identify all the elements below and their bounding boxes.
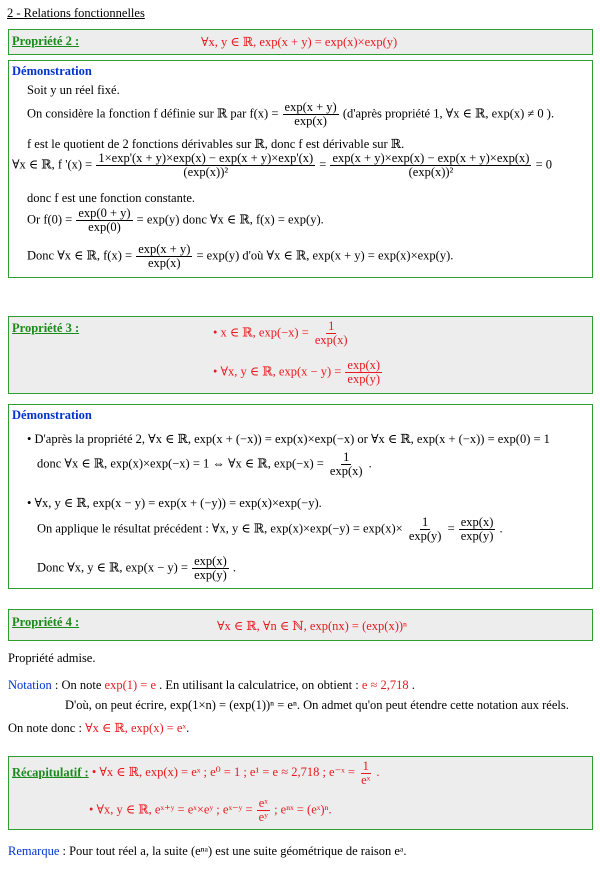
demo2-line-4-equals: = — [447, 521, 455, 536]
property-3-formula-1 — [213, 320, 351, 347]
summary-line-1 — [12, 760, 380, 787]
demo1-line-2 — [27, 101, 554, 128]
summary-line-2-text-b: ; eⁿˣ = (eˣ)ⁿ. — [274, 802, 332, 817]
remark-text: : Pour tout réel a, la suite (eⁿᵃ) est une suite géométrique de raison eᵃ. — [59, 844, 407, 858]
demo1-line-6-text-b: = exp(y) donc ∀x ∈ ℝ, f(x) = exp(y). — [136, 212, 324, 227]
demonstration-2-box — [8, 404, 593, 589]
demo2-line-1: • D'après la propriété 2, ∀x ∈ ℝ, exp(x + (−x)) = exp(x)×exp(−x) or ∀x ∈ ℝ, exp(x + (−x)) = exp(0) = 1 — [27, 432, 550, 446]
demo1-line-4-text-b: = 0 — [535, 157, 553, 172]
admitted-property-text: Propriété admise. — [8, 651, 96, 665]
demo1-line-7-text-a: Donc ∀x ∈ ℝ, f(x) = — [27, 248, 133, 263]
property-4-formula: ∀x ∈ ℝ, ∀n ∈ ℕ, exp(nx) = (exp(x))ⁿ — [217, 619, 407, 633]
fraction-numerator: 1 — [343, 450, 350, 464]
summary-line-1-fraction — [359, 760, 372, 787]
demo1-line-6-text-a: Or f(0) = — [27, 212, 73, 227]
demo1-line-4-fraction-2 — [330, 152, 531, 179]
fraction-denominator: exp(y) — [408, 529, 442, 543]
demo1-line-4-text-a: ∀x ∈ ℝ, f '(x) = — [12, 157, 93, 172]
demo1-line-7-fraction — [136, 243, 192, 270]
fraction-denominator: exp(x) — [314, 333, 348, 347]
demo2-line-5-text-b: . — [232, 560, 236, 575]
fraction-denominator: (exp(x))² — [183, 165, 229, 179]
summary-box — [8, 756, 593, 830]
demo2-line-5-text-a: Donc ∀x, y ∈ ℝ, exp(x − y) = — [37, 560, 188, 575]
fraction-numerator: exp(x + y) — [138, 242, 191, 256]
demonstration-1-title: Démonstration — [12, 64, 92, 78]
demo2-line-4-fraction-2 — [459, 516, 496, 543]
notation-line-3-text-b: . — [186, 721, 190, 735]
fraction-denominator: (exp(x))² — [408, 165, 454, 179]
fraction-denominator: exp(y) — [194, 568, 227, 582]
demo2-line-2-text-a: donc ∀x ∈ ℝ, exp(x)×exp(−x) = 1 ⇔ ∀x ∈ ℝ, exp(−x) = — [37, 456, 324, 471]
fraction-numerator: exp(x + y)×exp(x) − exp(x + y)×exp(x) — [332, 151, 530, 165]
demo2-line-4-text-a: On applique le résultat précédent : ∀x, y ∈ ℝ, exp(x)×exp(−y) = exp(x)× — [37, 521, 403, 536]
demo1-line-2-text-b: (d'après propriété 1, ∀x ∈ ℝ, exp(x) ≠ 0 ). — [342, 106, 555, 121]
demo1-line-7-text-b: = exp(y) d'où ∀x ∈ ℝ, exp(x + y) = exp(x)×exp(y). — [196, 248, 454, 263]
property-3-label: Propriété 3 : — [12, 321, 80, 335]
fraction-numerator: 1×exp'(x + y)×exp(x) − exp(x + y)×exp'(x) — [98, 151, 314, 165]
notation-e-approx: e ≈ 2,718 — [361, 678, 409, 692]
summary-line-1-text-b: . — [376, 765, 380, 780]
property-2-formula: ∀x, y ∈ ℝ, exp(x + y) = exp(x)×exp(y) — [201, 35, 398, 49]
fraction-denominator: exp(y) — [460, 529, 494, 543]
demo2-line-5-fraction — [192, 555, 229, 582]
fraction-numerator: exp(x) — [460, 515, 494, 529]
property-4-label: Propriété 4 : — [12, 615, 80, 629]
property-2-label: Propriété 2 : — [12, 34, 80, 48]
demo2-line-4 — [37, 516, 503, 543]
demonstration-1-box — [8, 60, 593, 278]
demo1-line-3: f est le quotient de 2 fonctions dérivables sur ℝ, donc f est dérivable sur ℝ. — [27, 137, 405, 151]
property-3-box — [8, 316, 593, 394]
demo2-line-4-fraction-1 — [407, 516, 444, 543]
demonstration-2-title: Démonstration — [12, 408, 92, 422]
notation-text-b: . En utilisant la calculatrice, on obtient : — [156, 678, 362, 692]
demo1-line-2-fraction — [283, 101, 339, 128]
section-title: 2 - Relations fonctionnelles — [7, 6, 145, 20]
fraction-denominator: exp(y) — [347, 372, 381, 386]
property-3-formula-2-text: • ∀x, y ∈ ℝ, exp(x − y) = — [213, 364, 342, 379]
notation-line-1 — [8, 678, 415, 693]
fraction-numerator: exp(x) — [194, 554, 227, 568]
demo1-line-4-fraction-1 — [96, 152, 315, 179]
summary-line-2-fraction — [257, 797, 270, 824]
demo1-line-6 — [27, 207, 324, 234]
fraction-numerator: exp(x + y) — [284, 100, 337, 114]
property-3-formula-2 — [213, 359, 383, 386]
notation-line-3-text-a: On note donc : — [8, 721, 86, 735]
fraction-numerator: 1 — [362, 759, 369, 773]
demo2-line-2-text-b: . — [368, 456, 372, 471]
fraction-denominator: exp(x) — [294, 114, 327, 128]
notation-line-3 — [8, 720, 189, 736]
demo2-line-3: • ∀x, y ∈ ℝ, exp(x − y) = exp(x + (−y)) = exp(x)×exp(−y). — [27, 496, 322, 510]
demo2-line-5 — [37, 555, 236, 582]
notation-text-a: : On note — [51, 678, 105, 692]
fraction-denominator: eˣ — [361, 773, 371, 787]
demo1-line-2-text-a: On considère la fonction f définie sur ℝ par f(x) = — [27, 106, 279, 121]
summary-line-1-text-a: • ∀x ∈ ℝ, exp(x) = eˣ ; e⁰ = 1 ; e¹ = e ≈ 2,718 ; e⁻ˣ = — [91, 765, 355, 780]
fraction-numerator: eˣ — [258, 796, 268, 810]
demo1-line-6-fraction — [76, 207, 132, 234]
demo2-line-2-fraction — [328, 451, 365, 478]
fraction-numerator: exp(x) — [347, 358, 381, 372]
summary-label: Récapitulatif : — [12, 765, 89, 780]
demo1-line-4-equals: = — [319, 157, 327, 172]
demo1-line-4 — [12, 152, 552, 179]
notation-label: Notation — [8, 678, 52, 692]
notation-e-definition: exp(1) = e — [104, 678, 157, 692]
fraction-numerator: 1 — [422, 515, 429, 529]
notation-line-3-formula: ∀x ∈ ℝ, exp(x) = eˣ — [85, 721, 187, 735]
property-4-box — [8, 609, 593, 641]
demo1-line-1: Soit y un réel fixé. — [27, 83, 120, 97]
demo1-line-5: donc f est une fonction constante. — [27, 191, 196, 205]
notation-line-2: D'où, on peut écrire, exp(1×n) = (exp(1))ⁿ = eⁿ. On admet qu'on peut étendre cette notation aux réels. — [65, 698, 569, 712]
fraction-denominator: exp(x) — [147, 256, 181, 270]
demo2-line-4-text-b: . — [499, 521, 503, 536]
property-2-box — [8, 29, 593, 55]
remark-line — [8, 844, 407, 859]
summary-line-2-text-a: • ∀x, y ∈ ℝ, eˣ⁺ʸ = eˣ×eʸ ; eˣ⁻ʸ = — [89, 802, 253, 817]
demo2-line-2 — [37, 451, 372, 478]
summary-line-2 — [89, 797, 332, 824]
property-3-formula-1-text: • x ∈ ℝ, exp(−x) = — [213, 325, 309, 340]
property-3-formula-1-fraction — [313, 320, 350, 347]
fraction-denominator: eʸ — [258, 810, 268, 824]
fraction-denominator: exp(0) — [88, 220, 121, 234]
fraction-denominator: exp(x) — [329, 464, 363, 478]
demo1-line-7 — [27, 243, 453, 270]
property-3-formula-2-fraction — [345, 359, 382, 386]
summary-line-1-formula — [91, 759, 380, 787]
notation-text-c: . — [408, 678, 415, 692]
fraction-numerator: 1 — [328, 319, 335, 333]
fraction-numerator: exp(0 + y) — [78, 206, 131, 220]
remark-label: Remarque — [8, 844, 60, 858]
